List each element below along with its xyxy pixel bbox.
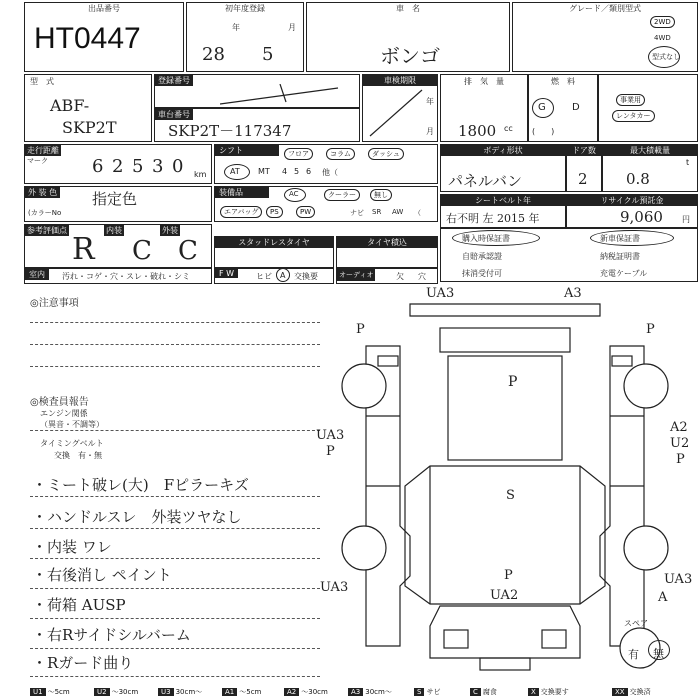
legend-s: S サビ: [414, 686, 440, 699]
remark-4: ・右後消し ペイント: [32, 566, 172, 584]
map-p-tl: P: [356, 322, 365, 337]
equip-pw: PW: [296, 206, 315, 218]
shift-dash: ダッシュ: [368, 148, 404, 160]
fw-label: F W: [215, 269, 238, 278]
recycle-value: 9,060: [620, 208, 663, 226]
drive-2wd: 2WD: [650, 16, 675, 28]
map-p-tr: P: [646, 322, 655, 337]
car-name-value: ボンゴ: [380, 44, 440, 68]
mileage-d1: 6: [92, 156, 104, 177]
fuel-header: 燃 料: [551, 77, 575, 86]
recycle-header: リサイクル預託金: [567, 195, 697, 206]
wheel-rear-right: [624, 526, 668, 570]
remark-3: ・内装 ワレ: [32, 538, 112, 556]
engine-line: [30, 430, 320, 431]
inspection-month-label: 月: [426, 127, 434, 136]
map-p-rear: P: [504, 568, 513, 583]
map-ua3-left: UA3: [316, 428, 345, 443]
shift-at: AT: [230, 167, 240, 176]
timing-label: タイミングベルト: [40, 439, 104, 448]
color-value: 指定色: [92, 190, 138, 208]
eval-interior-header: 内装: [106, 226, 122, 235]
legend-xx: XX 交換済: [612, 686, 651, 699]
shift-column: コラム: [326, 148, 355, 160]
model-line1: ABF-: [50, 96, 90, 115]
legend-c: C 腐食: [470, 686, 497, 699]
doc-autoapproved: 自賠承認證: [462, 252, 502, 261]
wheel-front-left: [342, 364, 386, 408]
model-line2: SKP2T: [62, 118, 117, 137]
drive-4wd: 4WD: [654, 34, 671, 42]
doc-manual: 納税証明書: [600, 252, 640, 261]
grade-header: グレード／類別型式: [569, 4, 641, 13]
legend-a1: A1 ～5cm: [222, 686, 261, 699]
notes-line-3: [30, 366, 320, 367]
inspector-title: ◎検査員報告: [30, 397, 89, 408]
doc-new-warranty: 新車保証書: [600, 234, 640, 243]
eval-exterior: C: [178, 236, 198, 266]
map-ua3-br: UA3: [664, 572, 693, 587]
engine-label: エンジン関係: [40, 409, 88, 418]
legend-a3: A3 30cm～: [348, 686, 392, 699]
doc-cancel: 抹消受付可: [462, 269, 502, 278]
eval-exterior-header: 外装: [162, 226, 178, 235]
recycle-unit: 円: [682, 215, 690, 224]
model-header: 型 式: [30, 77, 54, 86]
notes-line-2: [30, 344, 320, 345]
map-top-left: UA3: [426, 286, 455, 301]
reg-no-strike: [220, 84, 340, 108]
equip-sr: SR: [372, 208, 382, 216]
capacity-value: 0.8: [626, 170, 650, 188]
rear-lamp-right: [542, 630, 566, 648]
wheel-front-right: [624, 364, 668, 408]
map-a2-right: A2: [670, 420, 688, 435]
eval-header: 参考評価点: [27, 226, 67, 235]
mileage-d3: 5: [132, 156, 144, 177]
audio-label: オーディオ: [339, 271, 374, 279]
body-header: ボディ形状: [441, 145, 565, 156]
remark-line-6: [30, 648, 320, 649]
fw-swap: 交換要: [294, 272, 318, 281]
usage-business: 事業用: [616, 94, 645, 106]
equip-ac: AC: [289, 190, 299, 198]
mileage-d5: 0: [172, 156, 184, 177]
map-p-left: P: [326, 444, 335, 459]
shift-header: シフト: [215, 145, 279, 156]
studless-header: スタッドレスタイヤ: [215, 237, 333, 248]
remark-6: ・右Rサイドシルバーム: [32, 626, 191, 644]
chassis-header: 車台番号: [155, 109, 193, 120]
doors-value: 2: [578, 170, 588, 188]
shift-gear-6: 6: [306, 167, 312, 176]
fw-a: A: [280, 271, 286, 280]
left-mirror: [378, 356, 398, 366]
shift-floor: フロア: [284, 148, 313, 160]
eval-score: R: [72, 232, 95, 267]
equip-airbag: エアバッグ: [220, 206, 262, 218]
map-a-br: A: [658, 590, 668, 605]
first-reg-year: 28: [202, 44, 225, 65]
car-name-header: 車 名: [396, 4, 420, 13]
doc-charger: 充電ケーブル: [600, 269, 648, 278]
engine-sub: （異音・不調等）: [40, 420, 104, 429]
first-reg-month: 5: [262, 44, 274, 65]
audio-ng: 穴: [418, 272, 426, 281]
reg-no-header: 登録番号: [155, 75, 193, 86]
notes-title: ◎注意事項: [30, 298, 79, 309]
capacity-unit: t: [686, 158, 690, 167]
map-s-center: S: [506, 488, 515, 503]
fuel-g: G: [538, 102, 546, 113]
wheel-rear-left: [342, 526, 386, 570]
remark-line-1: [30, 496, 320, 497]
doors-header: ドア数: [567, 145, 601, 156]
usage-cell: [598, 74, 698, 142]
shift-gear-4: 4: [282, 167, 288, 176]
mileage-unit: km: [194, 170, 207, 179]
displacement-header: 排 気 量: [464, 77, 504, 86]
rear-bumper: [480, 658, 530, 670]
legend-x: X 交換要す: [528, 686, 569, 699]
chassis-value: SKP2T－117347: [168, 122, 292, 140]
eval-interior: C: [132, 236, 152, 266]
front-bumper: [410, 304, 600, 316]
map-u2-right: U2: [670, 436, 690, 451]
lot-number: HT0447: [34, 22, 141, 55]
displacement-value: 1800: [458, 122, 497, 140]
equip-none: 無し: [370, 189, 392, 201]
spare-yes: 有: [628, 648, 639, 661]
legend-a2: A2 ～30cm: [284, 686, 328, 699]
mileage-mark: マーク: [27, 157, 48, 165]
spare-no: 無: [653, 647, 664, 660]
remark-line-7: [30, 676, 320, 677]
rear-panel: [430, 606, 580, 658]
color-header: 外 装 色: [25, 187, 60, 198]
month-label: 月: [288, 23, 296, 32]
legend-u1: U1 ～5cm: [30, 686, 70, 699]
mileage-header: 走行距離: [27, 146, 59, 155]
shift-other: 他（: [322, 168, 338, 177]
legend-u3: U3 30cm～: [158, 686, 202, 699]
inspection-header: 車検期限: [363, 75, 437, 86]
remark-1: ・ミート破レ(大) Fピラーキズ: [32, 476, 249, 494]
doc-purchase: 購入時保証書: [462, 234, 510, 243]
color-no: (カラーNo: [28, 209, 62, 217]
remark-line-4: [30, 588, 320, 589]
remark-2: ・ハンドルスレ 外装ツヤなし: [32, 508, 242, 526]
audio-ok: 欠: [396, 272, 404, 281]
year-label: 年: [232, 23, 240, 32]
remark-line-3: [30, 558, 320, 559]
equip-ps: PS: [266, 206, 283, 218]
shift-mt: MT: [258, 167, 270, 176]
hood: [440, 328, 570, 352]
remark-7: ・Rガード曲り: [32, 654, 134, 672]
inspection-strike: [368, 88, 424, 138]
shift-gear-5: 5: [294, 167, 300, 176]
legend-u2: U2 ～30cm: [94, 686, 138, 699]
equip-navi: ナビ: [350, 209, 364, 217]
inspection-year-label: 年: [426, 97, 434, 106]
displacement-unit: cc: [504, 124, 513, 133]
notes-line-1: [30, 322, 320, 323]
body-value: パネルバン: [448, 172, 522, 190]
mileage-d2: 2: [112, 156, 124, 177]
seatbelt-header: シートベルト年: [441, 195, 565, 206]
fw-hibi: ヒビ: [256, 272, 272, 281]
interior-row-label: 室内: [25, 269, 49, 280]
equip-cooler: クーラー: [324, 189, 360, 201]
remark-line-2: [30, 528, 320, 529]
capacity-header: 最大積載量: [603, 145, 697, 156]
kata-nashi: 型式なし: [652, 53, 680, 61]
map-ua2-rear: UA2: [490, 588, 519, 603]
roof: [448, 356, 562, 460]
map-p-center: P: [508, 374, 518, 390]
map-ua3-bl: UA3: [320, 580, 349, 595]
remark-5: ・荷箱 AUSP: [32, 596, 126, 614]
mileage-d4: 3: [152, 156, 164, 177]
first-reg-header: 初年度登録: [225, 4, 265, 13]
map-top-right: A3: [564, 286, 582, 301]
lot-header: 出品番号: [88, 4, 120, 13]
spare-label: スペア: [624, 619, 648, 628]
fuel-d: D: [572, 102, 580, 113]
cargo-box: [405, 466, 605, 604]
equip-aw: AW: [392, 208, 404, 216]
timing-sub: 交換 有・無: [54, 451, 102, 460]
remark-line-5: [30, 618, 320, 619]
seatbelt-value: 右不明 左 2015 年: [446, 212, 540, 225]
fuel-paren: ( ): [532, 127, 555, 136]
map-p-right: P: [676, 452, 685, 467]
usage-rental: レンタカー: [612, 110, 655, 122]
equipment-header: 装備品: [215, 187, 269, 198]
right-mirror: [612, 356, 632, 366]
tire-load-header: タイヤ積込: [337, 237, 437, 248]
rear-lamp-left: [444, 630, 468, 648]
interior-row-items: 汚れ・コゲ・穴・スレ・破れ・シミ: [62, 272, 190, 281]
equip-paren: （: [414, 209, 421, 217]
